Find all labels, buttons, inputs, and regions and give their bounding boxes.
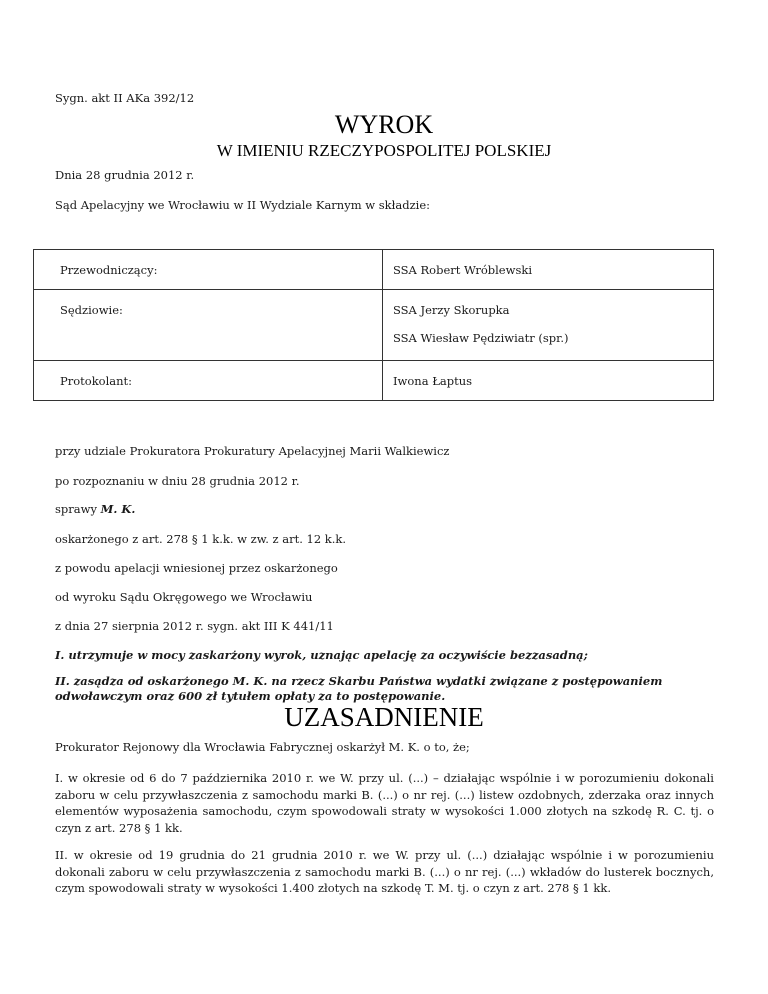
appeal-line: z powodu apelacji wniesionej przez oskarżonego (55, 561, 338, 575)
charged-line: oskarżonego z art. 278 § 1 k.k. w zw. z art. 12 k.k. (55, 532, 347, 546)
composition-row-judges (34, 290, 714, 361)
ruling-2: II. zasądza od oskarżonego M. K. na rzecz Skarbu Państwa wydatki związane z postępowaniem odwoławczym oraz 600 zł tytułem opłaty za to postępowanie. (55, 674, 663, 703)
justification-intro: Prokurator Rejonowy dla Wrocławia Fabrycznej oskarżył M. K. o to, że; (55, 740, 470, 754)
ruling-1: I. utrzymuje w mocy zaskarżony wyrok, uznając apelację za oczywiście bezzasadną; (55, 648, 588, 662)
document-subtitle: W IMIENIU RZECZYPOSPOLITEJ POLSKIEJ (216, 141, 552, 160)
composition-value: SSA Wiesław Pędziwiatr (spr.) (393, 331, 569, 345)
document-title: WYROK (334, 110, 434, 139)
case-name: M. K. (100, 502, 136, 516)
composition-label: Przewodniczący: (60, 263, 158, 277)
composition-label: Protokolant: (60, 374, 133, 388)
justification-title: UZASADNIENIE (284, 702, 484, 732)
composition-table (33, 249, 714, 401)
case-prefix: sprawy (55, 502, 101, 516)
composition-row-chair (34, 250, 714, 290)
from-judgment-line: od wyroku Sądu Okręgowego we Wrocławiu (55, 590, 313, 604)
composition-value: SSA Jerzy Skorupka (393, 303, 510, 317)
justification-paragraph: II. w okresie od 19 grudnia do 21 grudnia 2010 r. we W. przy ul. (...) działając wspólnie i w porozumieniu dokonali zaboru w celu przywłaszczenia z samochodu marki B. (...) o nr rej. (...) wkładów do lusterek bocznych, czym spowodowali straty w wysokości 1.400 złotych na szkodę T. M. tj. o czyn z art. 278 § 1 kk. (55, 848, 714, 895)
composition-row-clerk (34, 361, 714, 401)
judgment-date-line: z dnia 27 sierpnia 2012 r. sygn. akt III K 441/11 (55, 619, 334, 633)
examined-line: po rozpoznaniu w dniu 28 grudnia 2012 r. (55, 474, 300, 488)
composition-value: SSA Robert Wróblewski (393, 263, 532, 277)
judgment-date: Dnia 28 grudnia 2012 r. (55, 168, 195, 182)
case-line (55, 502, 135, 516)
prosecutor-line: przy udziale Prokuratora Prokuratury Apelacyjnej Marii Walkiewicz (55, 444, 450, 458)
composition-label: Sędziowie: (60, 303, 123, 317)
case-signature: Sygn. akt II AKa 392/12 (55, 91, 195, 105)
court-line: Sąd Apelacyjny we Wrocławiu w II Wydziale Karnym w składzie: (55, 198, 430, 212)
justification-paragraph: I. w okresie od 6 do 7 października 2010 r. we W. przy ul. (...) – działając wspólnie i w porozumieniu dokonali zaboru w celu przywłaszczenia z samochodu marki B. (...) o nr rej. (...) listew ozdobnych, zderzaka oraz innych elementów wyposażenia samochodu, czym spowodowali straty w wysokości 1.000 złotych na szkodę R. C. tj. o czyn z art. 278 § 1 kk. (55, 771, 714, 835)
composition-value: Iwona Łaptus (393, 374, 473, 388)
